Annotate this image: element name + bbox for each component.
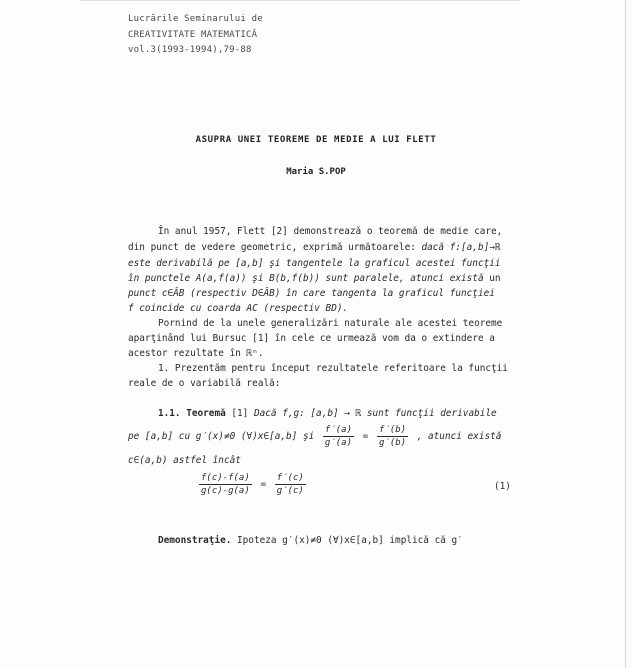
scan-edge-right	[625, 0, 626, 668]
p1-line-2	[128, 242, 501, 253]
theorem-reference: [1]	[225, 408, 254, 419]
journal-volume-line: vol.3(1993-1994),79-88	[128, 45, 252, 55]
theorem-line-3: c∈(a,b) astfel încât	[128, 455, 241, 466]
p2-line-1: Pornind de la unele generalizări naturale ale acestei teoreme	[158, 318, 503, 329]
fraction-difference-quotient	[199, 473, 252, 496]
theorem-line-1	[158, 408, 497, 419]
fraction-denominator: g′(c)	[276, 486, 304, 496]
theorem-line-2-end: , atunci există	[416, 431, 502, 442]
equals-sign: =	[362, 431, 369, 442]
equation-number: (1)	[494, 481, 511, 492]
paper-title: ASUPRA UNEI TEOREME DE MEDIE A LUI FLETT	[195, 135, 437, 145]
theorem-line-2-text: pe [a,b] cu g′(x)≠0 (∀)x∈[a,b] şi	[128, 431, 315, 442]
fraction-denominator: g′(b)	[378, 438, 407, 448]
proof-line-1	[158, 535, 463, 546]
proof-text: Ipoteza g′(x)≠0 (∀)x∈[a,b] implică că g′	[231, 535, 463, 546]
fraction-f-prime-b	[377, 425, 408, 448]
p1-line-5: punct c∈ÂB (respectiv D∈ÂB) în care tangenta la graficul funcţiei	[128, 288, 495, 299]
p1-line-3: este derivabilă pe [a,b] şi tangentele la graficul acestei funcţii	[128, 258, 501, 269]
theorem-label: 1.1. Teoremă	[158, 408, 226, 419]
p1-line-2-italic: dacă f:[a,b]→ℝ	[421, 242, 501, 253]
paper-author: Maria S.POP	[286, 167, 346, 177]
p2-line-2: aparţinând lui Bursuc [1] în cele ce urmează vom da o extindere a	[128, 333, 495, 344]
theorem-line-1-text: Dacă f,g: [a,b] → ℝ sunt funcţii derivabile	[253, 408, 497, 419]
journal-series-line: CREATIVITATE MATEMATICĂ	[128, 30, 258, 40]
theorem-line-2	[128, 425, 501, 448]
p1-line-2-text: din punct de vedere geometric, exprimă următoarele:	[128, 242, 422, 253]
journal-name-line: Lucrările Seminarului de	[128, 14, 263, 24]
p1-line-6: f coincide cu coarda AC (respectiv BD).	[128, 303, 349, 314]
p2-line-3: acestor rezultate în ℝⁿ.	[128, 348, 264, 359]
fraction-numerator: f(c)-f(a)	[201, 473, 250, 483]
equation-1	[196, 473, 309, 496]
p1-line-4-text: un	[483, 273, 501, 284]
fraction-denominator: g′(a)	[324, 438, 353, 448]
fraction-f-prime-a	[323, 425, 354, 448]
fraction-denominator: g(c)-g(a)	[201, 486, 250, 496]
fraction-f-prime-c	[275, 473, 306, 496]
p1-line-4	[128, 273, 501, 284]
fraction-numerator: f′(b)	[378, 425, 407, 435]
p1-line-1: În anul 1957, Flett [2] demonstrează o teoremă de medie care,	[158, 226, 503, 237]
scan-edge-top	[80, 0, 520, 1]
p3-line-2: reale de o variabilă reală:	[128, 378, 281, 389]
proof-label: Demonstraţie.	[158, 535, 232, 546]
fraction-numerator: f′(a)	[324, 425, 353, 435]
p1-line-4-italic: în punctele A(a,f(a)) şi B(b,f(b)) sunt paralele, atunci există	[128, 273, 484, 284]
equals-sign: =	[260, 479, 267, 490]
fraction-numerator: f′(c)	[276, 473, 304, 483]
p3-line-1: 1. Prezentăm pentru început rezultatele referitoare la funcţii	[158, 363, 508, 374]
